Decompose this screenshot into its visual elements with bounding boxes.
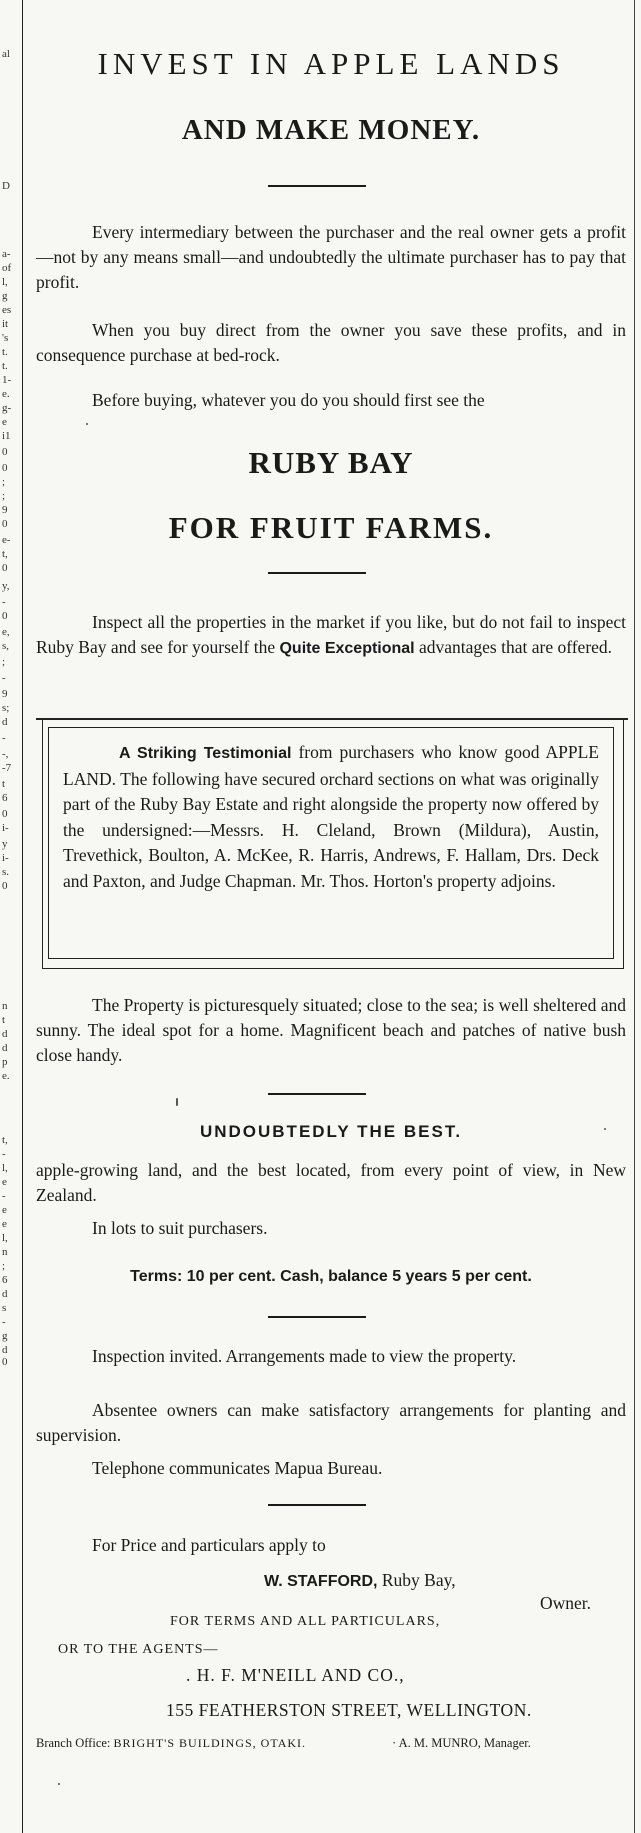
- gutter-fragment: 0: [2, 462, 8, 474]
- gutter-fragment: y: [2, 838, 8, 850]
- gutter-fragment: d: [2, 1042, 8, 1054]
- branch-address: BRIGHT'S BUILDINGS, OTAKI.: [113, 1736, 307, 1750]
- gutter-fragment: p: [2, 1056, 8, 1068]
- gutter-fragment: l,: [2, 276, 8, 288]
- headline-line-2: AND MAKE MONEY.: [181, 114, 481, 146]
- gutter-fragment: e: [2, 1218, 7, 1230]
- gutter-fragment: t: [2, 1014, 6, 1026]
- gutter-fragment: 1-: [2, 374, 12, 386]
- arrangements-paragraph-2: Absentee owners can make satisfactory arrangements for planting and supervision.: [36, 1400, 626, 1445]
- gutter-fragment: 9: [2, 688, 8, 700]
- lots-line: In lots to suit purchasers.: [92, 1218, 268, 1238]
- gutter-fragment: t.: [2, 346, 8, 358]
- testimonial-body: from purchasers who know good APPLE LAND. The following have secured orchard sections on what was originally part of the Ruby Bay Estate and right alongside the property now offered by the undersigned:—Messrs. H. Cleland, Brown (Mildura), Austin, Trevethick, Boulton, A. McKee, R. Harris, Andrews, F. Hallam, Drs. Deck and Paxton, and Judge Chapman. Mr. Thos. Horton's property adjoins.: [63, 742, 599, 891]
- owner-name: W. STAFFORD,: [264, 1573, 378, 1590]
- gutter-fragment: -: [2, 1190, 6, 1202]
- gutter-fragment: -: [2, 1148, 6, 1160]
- property-title-line-2: FOR FRUIT FARMS.: [168, 510, 494, 545]
- print-speck: [58, 1783, 60, 1785]
- agents-line: OR TO THE AGENTS—: [58, 1642, 219, 1657]
- gutter-fragment: ;: [2, 476, 6, 488]
- gutter-fragment: i-: [2, 822, 9, 834]
- gutter-fragment: it: [2, 318, 9, 330]
- best-text: apple-growing land, and the best located, from every point of view, in New Zealand.: [36, 1160, 626, 1205]
- inspect-paragraph: [36, 610, 626, 661]
- gutter-fragment: 0: [2, 446, 8, 458]
- gutter-fragment: g: [2, 1330, 8, 1342]
- gutter-fragment: 6: [2, 1274, 8, 1286]
- divider-rule: [268, 1316, 366, 1318]
- gutter-fragment: s: [2, 1302, 7, 1314]
- telephone-line: Telephone communicates Mapua Bureau.: [92, 1458, 383, 1478]
- gutter-fragment: s;: [2, 702, 10, 714]
- gutter-fragment: e: [2, 1204, 7, 1216]
- branch-line: [36, 1736, 306, 1751]
- inspect-text-end: advantages that are offered.: [414, 637, 613, 657]
- gutter-fragment: 0: [2, 610, 8, 622]
- gutter-fragment: t,: [2, 548, 8, 560]
- gutter-fragment: D: [2, 180, 10, 192]
- gutter-fragment: ;: [2, 656, 6, 668]
- testimonial-text: [63, 740, 599, 894]
- gutter-fragment: e,: [2, 626, 10, 638]
- gutter-fragment: i-: [2, 852, 9, 864]
- gutter-fragment: g-: [2, 402, 12, 414]
- gutter-fragment: s,: [2, 640, 10, 652]
- intro-paragraph-2: When you buy direct from the owner you save these profits, and in consequence purchase at bed-rock.: [36, 320, 626, 365]
- print-speck: [86, 423, 88, 425]
- gutter-fragment: 0: [2, 562, 8, 574]
- gutter-fragment: e.: [2, 388, 10, 400]
- gutter-fragment: i1: [2, 430, 11, 442]
- gutter-fragment: ;: [2, 1260, 6, 1272]
- divider-rule: [268, 1504, 366, 1506]
- left-column-rule: [22, 0, 23, 1833]
- owner-place: Ruby Bay,: [381, 1570, 456, 1590]
- best-heading: UNDOUBTEDLY THE BEST.: [199, 1122, 463, 1141]
- owner-role: Owner.: [540, 1593, 592, 1613]
- gutter-fragment: s.: [2, 866, 10, 878]
- gutter-fragment: -7: [2, 762, 12, 774]
- gutter-fragment: -,: [2, 748, 9, 760]
- manager-line: · A. M. MUNRO, Manager.: [392, 1736, 531, 1750]
- intro-paragraph-3: Before buying, whatever you do you should first see the: [92, 390, 485, 410]
- gutter-fragment: n: [2, 1246, 8, 1258]
- gutter-fragment: t.: [2, 360, 8, 372]
- gutter-fragment: es: [2, 304, 12, 316]
- gutter-fragment: l,: [2, 1232, 8, 1244]
- intro-paragraph-1: Every intermediary between the purchaser and the real owner gets a profit—not by any means small—and undoubtedly the ultimate purchaser has to pay that profit.: [36, 222, 626, 292]
- gutter-fragment: ;: [2, 490, 6, 502]
- divider-rule: [268, 185, 366, 187]
- agent-address: 155 FEATHERSTON STREET, WELLINGTON.: [166, 1700, 532, 1720]
- gutter-fragment: d: [2, 1028, 8, 1040]
- gutter-fragment: 0: [2, 880, 8, 892]
- apply-line: For Price and particulars apply to: [92, 1535, 326, 1555]
- gutter-fragment: of: [2, 262, 12, 274]
- branch-label: Branch Office:: [36, 1736, 111, 1750]
- gutter-fragment: g: [2, 290, 8, 302]
- agent-name: . H. F. M'NEILL AND CO.,: [186, 1665, 405, 1685]
- gutter-fragment: 6: [2, 792, 8, 804]
- gutter-fragment: t,: [2, 1134, 8, 1146]
- testimonial-box: [48, 727, 614, 959]
- gutter-fragment: n: [2, 1000, 8, 1012]
- gutter-fragment: y,: [2, 580, 10, 592]
- gutter-fragment: 0: [2, 808, 8, 820]
- gutter-fragment: -: [2, 732, 6, 744]
- gutter-fragment: e.: [2, 1070, 10, 1082]
- testimonial-lead: A Striking Testimonial: [119, 745, 292, 762]
- gutter-fragment: al: [2, 48, 10, 60]
- adjacent-column-fragments: [0, 0, 20, 1833]
- gutter-fragment: e: [2, 1176, 7, 1188]
- gutter-fragment: e-: [2, 534, 11, 546]
- gutter-fragment: l,: [2, 1162, 8, 1174]
- gutter-fragment: 0: [2, 1356, 8, 1368]
- divider-rule: [268, 572, 366, 574]
- headline-line-1: INVEST IN APPLE LANDS: [97, 46, 565, 81]
- property-title-line-1: RUBY BAY: [248, 445, 414, 480]
- gutter-fragment: d: [2, 1288, 8, 1300]
- owner-line: [264, 1570, 456, 1591]
- terms-line: Terms: 10 per cent. Cash, balance 5 years 5 per cent.: [130, 1268, 532, 1285]
- divider-rule: [268, 1093, 366, 1095]
- quite-exceptional-emphasis: Quite Exceptional: [279, 640, 415, 657]
- gutter-fragment: t: [2, 778, 6, 790]
- arrangements-paragraph-1: Inspection invited. Arrangements made to view the property.: [92, 1346, 517, 1366]
- gutter-fragment: a-: [2, 248, 11, 260]
- right-column-rule: [634, 0, 635, 1833]
- terms-particulars-line: FOR TERMS AND ALL PARTICULARS,: [170, 1614, 441, 1629]
- gutter-fragment: 0: [2, 518, 8, 530]
- print-speck: [604, 1128, 606, 1130]
- gutter-fragment: d: [2, 716, 8, 728]
- gutter-fragment: 's: [2, 332, 9, 344]
- gutter-fragment: -: [2, 1316, 6, 1328]
- inspect-text-start: Inspect all the properties in the market if you like, but do not fail to inspect Ruby Bay and see for yourself the: [36, 612, 626, 657]
- situation-paragraph: The Property is picturesquely situated; close to the sea; is well sheltered and sunny. The ideal spot for a home. Magnificent beach and patches of native bush close handy.: [36, 995, 626, 1065]
- gutter-fragment: e: [2, 416, 7, 428]
- gutter-fragment: 9: [2, 504, 8, 516]
- gutter-fragment: -: [2, 672, 6, 684]
- gutter-fragment: -: [2, 596, 6, 608]
- gutter-fragment: d: [2, 1344, 8, 1356]
- print-speck: [176, 1098, 178, 1106]
